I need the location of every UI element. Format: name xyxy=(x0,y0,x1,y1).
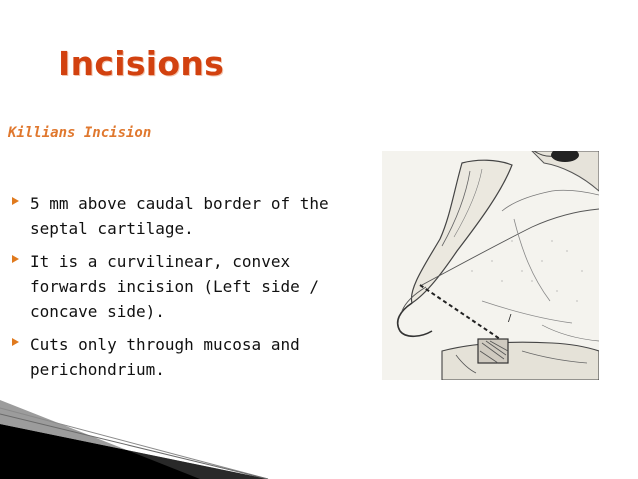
bullet-text: 5 mm above caudal border of the septal cartilage. xyxy=(30,194,329,238)
bullet-text: Cuts only through mucosa and perichondrium. xyxy=(30,335,300,379)
svg-text:/: / xyxy=(508,313,512,324)
bullet-text: It is a curvilinear, convex forwards incision (Left side / concave side). xyxy=(30,252,319,321)
slide-subtitle: Killians Incision xyxy=(8,125,152,141)
slide-title: Incisions xyxy=(58,44,225,83)
